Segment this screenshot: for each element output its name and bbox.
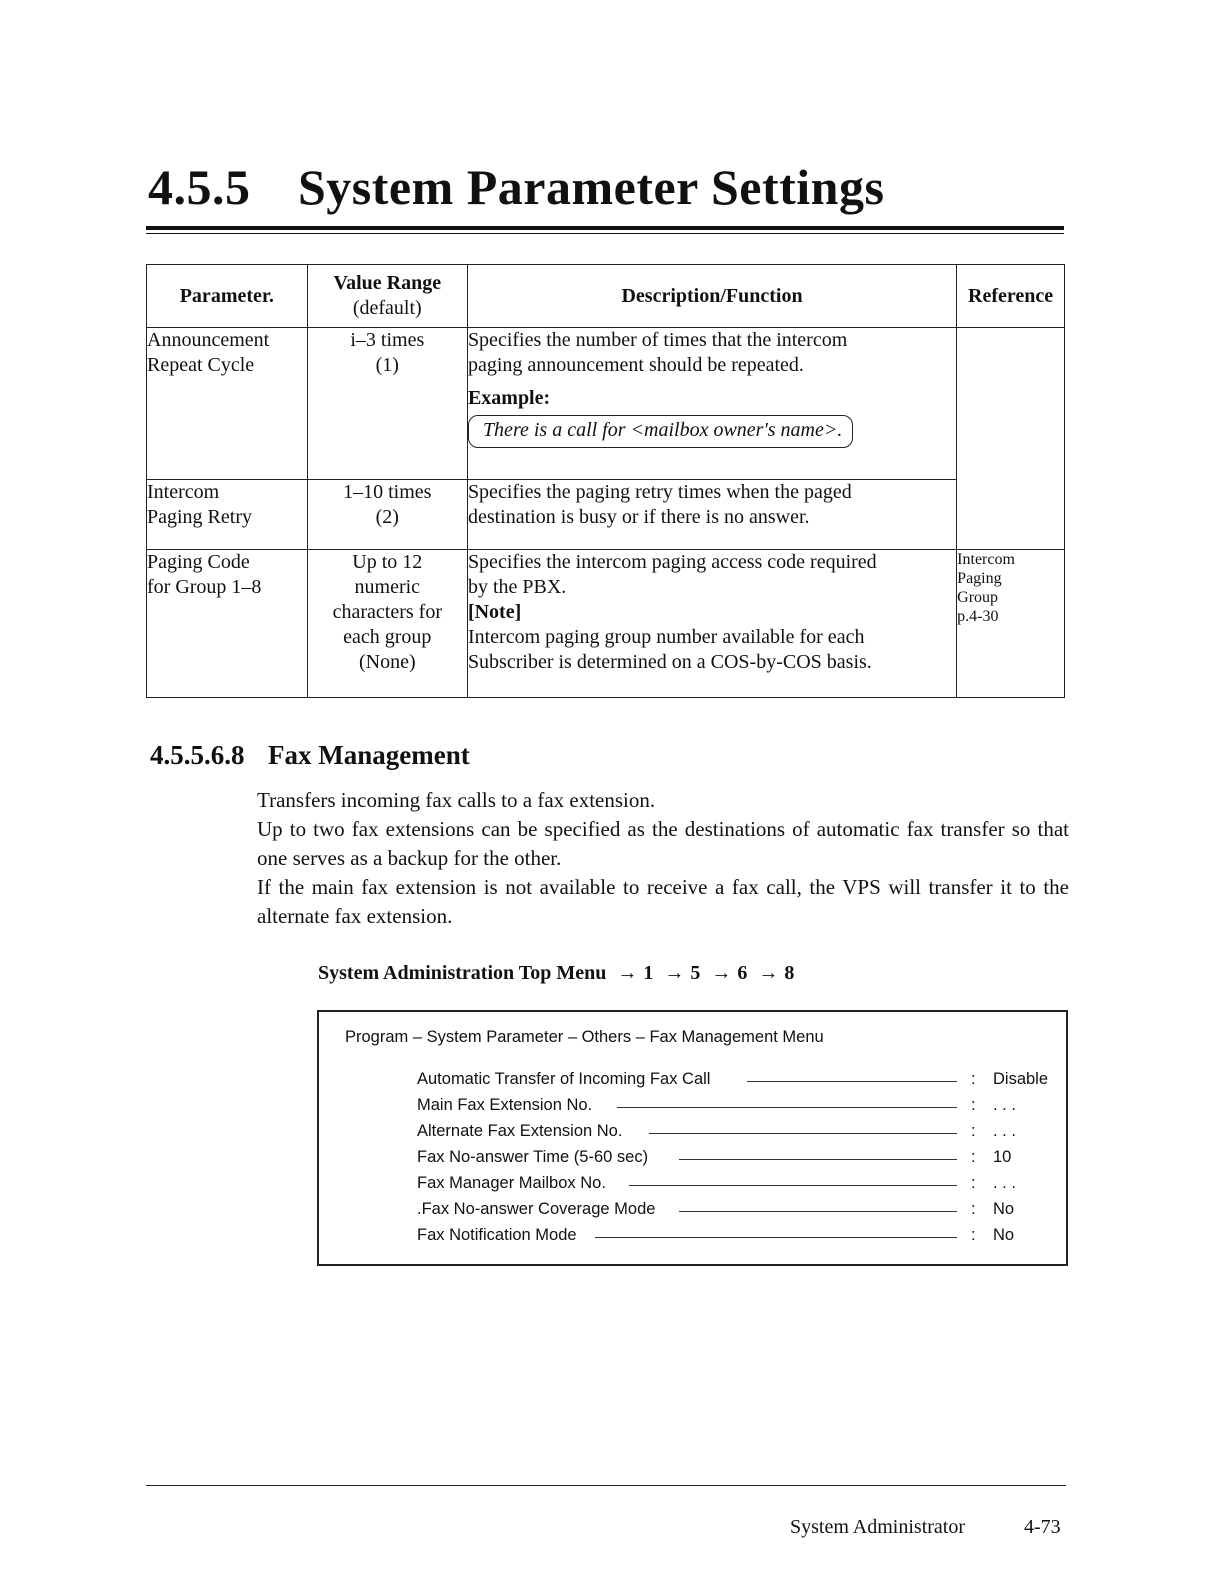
param-cell — [147, 328, 308, 480]
arrow-icon: → — [664, 962, 685, 984]
table-header-row — [147, 265, 1065, 328]
separator: : — [971, 1122, 976, 1140]
menu-item-alternate-fax-ext[interactable] — [417, 1122, 1037, 1144]
parameter-table — [146, 264, 1065, 698]
title-rule-thick — [146, 226, 1064, 230]
leader-line — [629, 1185, 957, 1186]
footer-page-number: 4-73 — [1024, 1516, 1061, 1538]
header-reference: Reference — [957, 265, 1065, 328]
param-line: for Group 1–8 — [147, 576, 262, 598]
paragraph-line: If the main fax extension is not available to receive a fax call, the VPS will transfer it to the alternate fax extension. — [257, 875, 1069, 928]
range-line: numeric — [354, 576, 421, 598]
menu-path-prefix: System Administration Top Menu — [318, 962, 607, 984]
menu-item-auto-transfer[interactable] — [417, 1070, 1049, 1092]
menu-item-value: No — [993, 1226, 1015, 1244]
note-label: [Note] — [467, 601, 522, 623]
separator: : — [971, 1226, 976, 1244]
reference-link-line: Intercom — [957, 551, 1015, 568]
range-line: each group — [343, 626, 432, 648]
menu-item-main-fax-ext[interactable] — [417, 1096, 1037, 1118]
header-description: Description/Function — [467, 265, 956, 328]
section-title: System Parameter Settings — [298, 159, 885, 215]
menu-item-coverage-mode[interactable] — [417, 1200, 1037, 1222]
menu-item-value: . . . — [993, 1174, 1016, 1192]
header-value-range — [307, 265, 467, 328]
reference-cell — [957, 480, 1065, 550]
menu-step: 1 — [643, 962, 654, 984]
desc-line: Intercom paging group number available for each — [467, 626, 865, 648]
range-cell — [307, 328, 467, 480]
footer-rule — [146, 1485, 1066, 1486]
header-parameter: Parameter. — [147, 265, 308, 328]
separator: : — [971, 1096, 976, 1114]
menu-item-label: Alternate Fax Extension No. — [417, 1122, 623, 1140]
reference-cell — [957, 328, 1065, 480]
menu-item-notification-mode[interactable] — [417, 1226, 1037, 1248]
menu-item-value: . . . — [993, 1122, 1016, 1140]
subsection-number: 4.5.5.6.8 — [150, 740, 245, 770]
param-line: Intercom — [147, 481, 220, 503]
header-value-range-line2: (default) — [352, 297, 422, 319]
body-paragraph — [257, 786, 1069, 931]
paragraph-line: Up to two fax extensions can be specified as the destinations of automatic fax transfer so that one serves as a backup for the other. — [257, 817, 1069, 870]
example-label: Example: — [467, 387, 551, 409]
range-cell — [307, 480, 467, 550]
arrow-icon: → — [711, 962, 732, 984]
menu-step: 6 — [737, 962, 748, 984]
reference-link-line: Paging — [957, 570, 1002, 587]
menu-path — [318, 962, 794, 985]
subsection-title: Fax Management — [268, 740, 470, 770]
leader-line — [679, 1211, 957, 1212]
menu-item-no-answer-time[interactable] — [417, 1148, 1037, 1170]
menu-item-manager-mailbox[interactable] — [417, 1174, 1037, 1196]
menu-item-value: 10 — [993, 1148, 1012, 1166]
desc-line: Specifies the paging retry times when the paged — [467, 481, 852, 503]
range-cell — [307, 550, 467, 698]
separator: : — [971, 1148, 976, 1166]
range-line: (None) — [358, 651, 416, 673]
range-line: i–3 times — [350, 329, 425, 351]
leader-line — [617, 1107, 957, 1108]
separator: : — [971, 1174, 976, 1192]
leader-line — [595, 1237, 957, 1238]
range-line: (1) — [375, 354, 399, 376]
reference-cell — [957, 550, 1065, 698]
param-cell — [147, 480, 308, 550]
range-line: 1–10 times — [343, 481, 432, 503]
range-line: Up to 12 — [352, 551, 423, 573]
table-row — [147, 480, 1065, 550]
reference-link-line: Group — [957, 589, 999, 606]
desc-line: destination is busy or if there is no answer. — [467, 506, 810, 528]
arrow-icon: → — [617, 962, 638, 984]
menu-step: 8 — [784, 962, 795, 984]
desc-line: by the PBX. — [467, 576, 567, 598]
footer-section: System Administrator — [790, 1516, 965, 1538]
range-line: (2) — [375, 506, 399, 528]
leader-line — [679, 1159, 957, 1160]
page-title — [148, 158, 884, 216]
menu-item-value: No — [993, 1200, 1015, 1218]
paragraph-line: Transfers incoming fax calls to a fax extension. — [257, 788, 656, 812]
description-cell — [467, 550, 956, 698]
example-box: There is a call for <mailbox owner's name>. — [468, 415, 853, 448]
param-line: Paging Retry — [147, 506, 252, 528]
subsection-heading — [150, 740, 470, 771]
menu-step: 5 — [690, 962, 701, 984]
separator: : — [971, 1200, 976, 1218]
desc-line: paging announcement should be repeated. — [467, 354, 804, 376]
param-line: Announcement — [147, 329, 270, 351]
menu-item-label: Automatic Transfer of Incoming Fax Call — [417, 1070, 711, 1088]
fax-management-screen — [317, 1010, 1068, 1266]
menu-item-label: Fax No-answer Time (5-60 sec) — [417, 1148, 649, 1166]
menu-item-label: .Fax No-answer Coverage Mode — [417, 1200, 656, 1218]
separator: : — [971, 1070, 976, 1088]
param-line: Repeat Cycle — [147, 354, 255, 376]
desc-line: Subscriber is determined on a COS-by-COS basis. — [467, 651, 872, 673]
param-line: Paging Code — [147, 551, 250, 573]
title-rule-thin — [146, 233, 1064, 234]
menu-item-value: Disable — [993, 1070, 1049, 1088]
description-cell — [467, 328, 956, 480]
leader-line — [747, 1081, 957, 1082]
menu-item-label: Main Fax Extension No. — [417, 1096, 593, 1114]
leader-line — [649, 1133, 957, 1134]
screen-title: Program – System Parameter – Others – Fax Management Menu — [345, 1028, 824, 1046]
menu-item-label: Fax Manager Mailbox No. — [417, 1174, 606, 1192]
menu-item-value: . . . — [993, 1096, 1016, 1114]
desc-line: Specifies the number of times that the intercom — [467, 329, 848, 351]
range-line: characters for — [332, 601, 442, 623]
description-cell — [467, 480, 956, 550]
table-row — [147, 550, 1065, 698]
param-cell — [147, 550, 308, 698]
arrow-icon: → — [758, 962, 779, 984]
reference-page: p.4-30 — [957, 608, 999, 625]
header-value-range-line1: Value Range — [333, 272, 442, 294]
table-row — [147, 328, 1065, 480]
menu-item-label: Fax Notification Mode — [417, 1226, 577, 1244]
section-number: 4.5.5 — [148, 159, 251, 215]
desc-line: Specifies the intercom paging access code required — [467, 551, 877, 573]
